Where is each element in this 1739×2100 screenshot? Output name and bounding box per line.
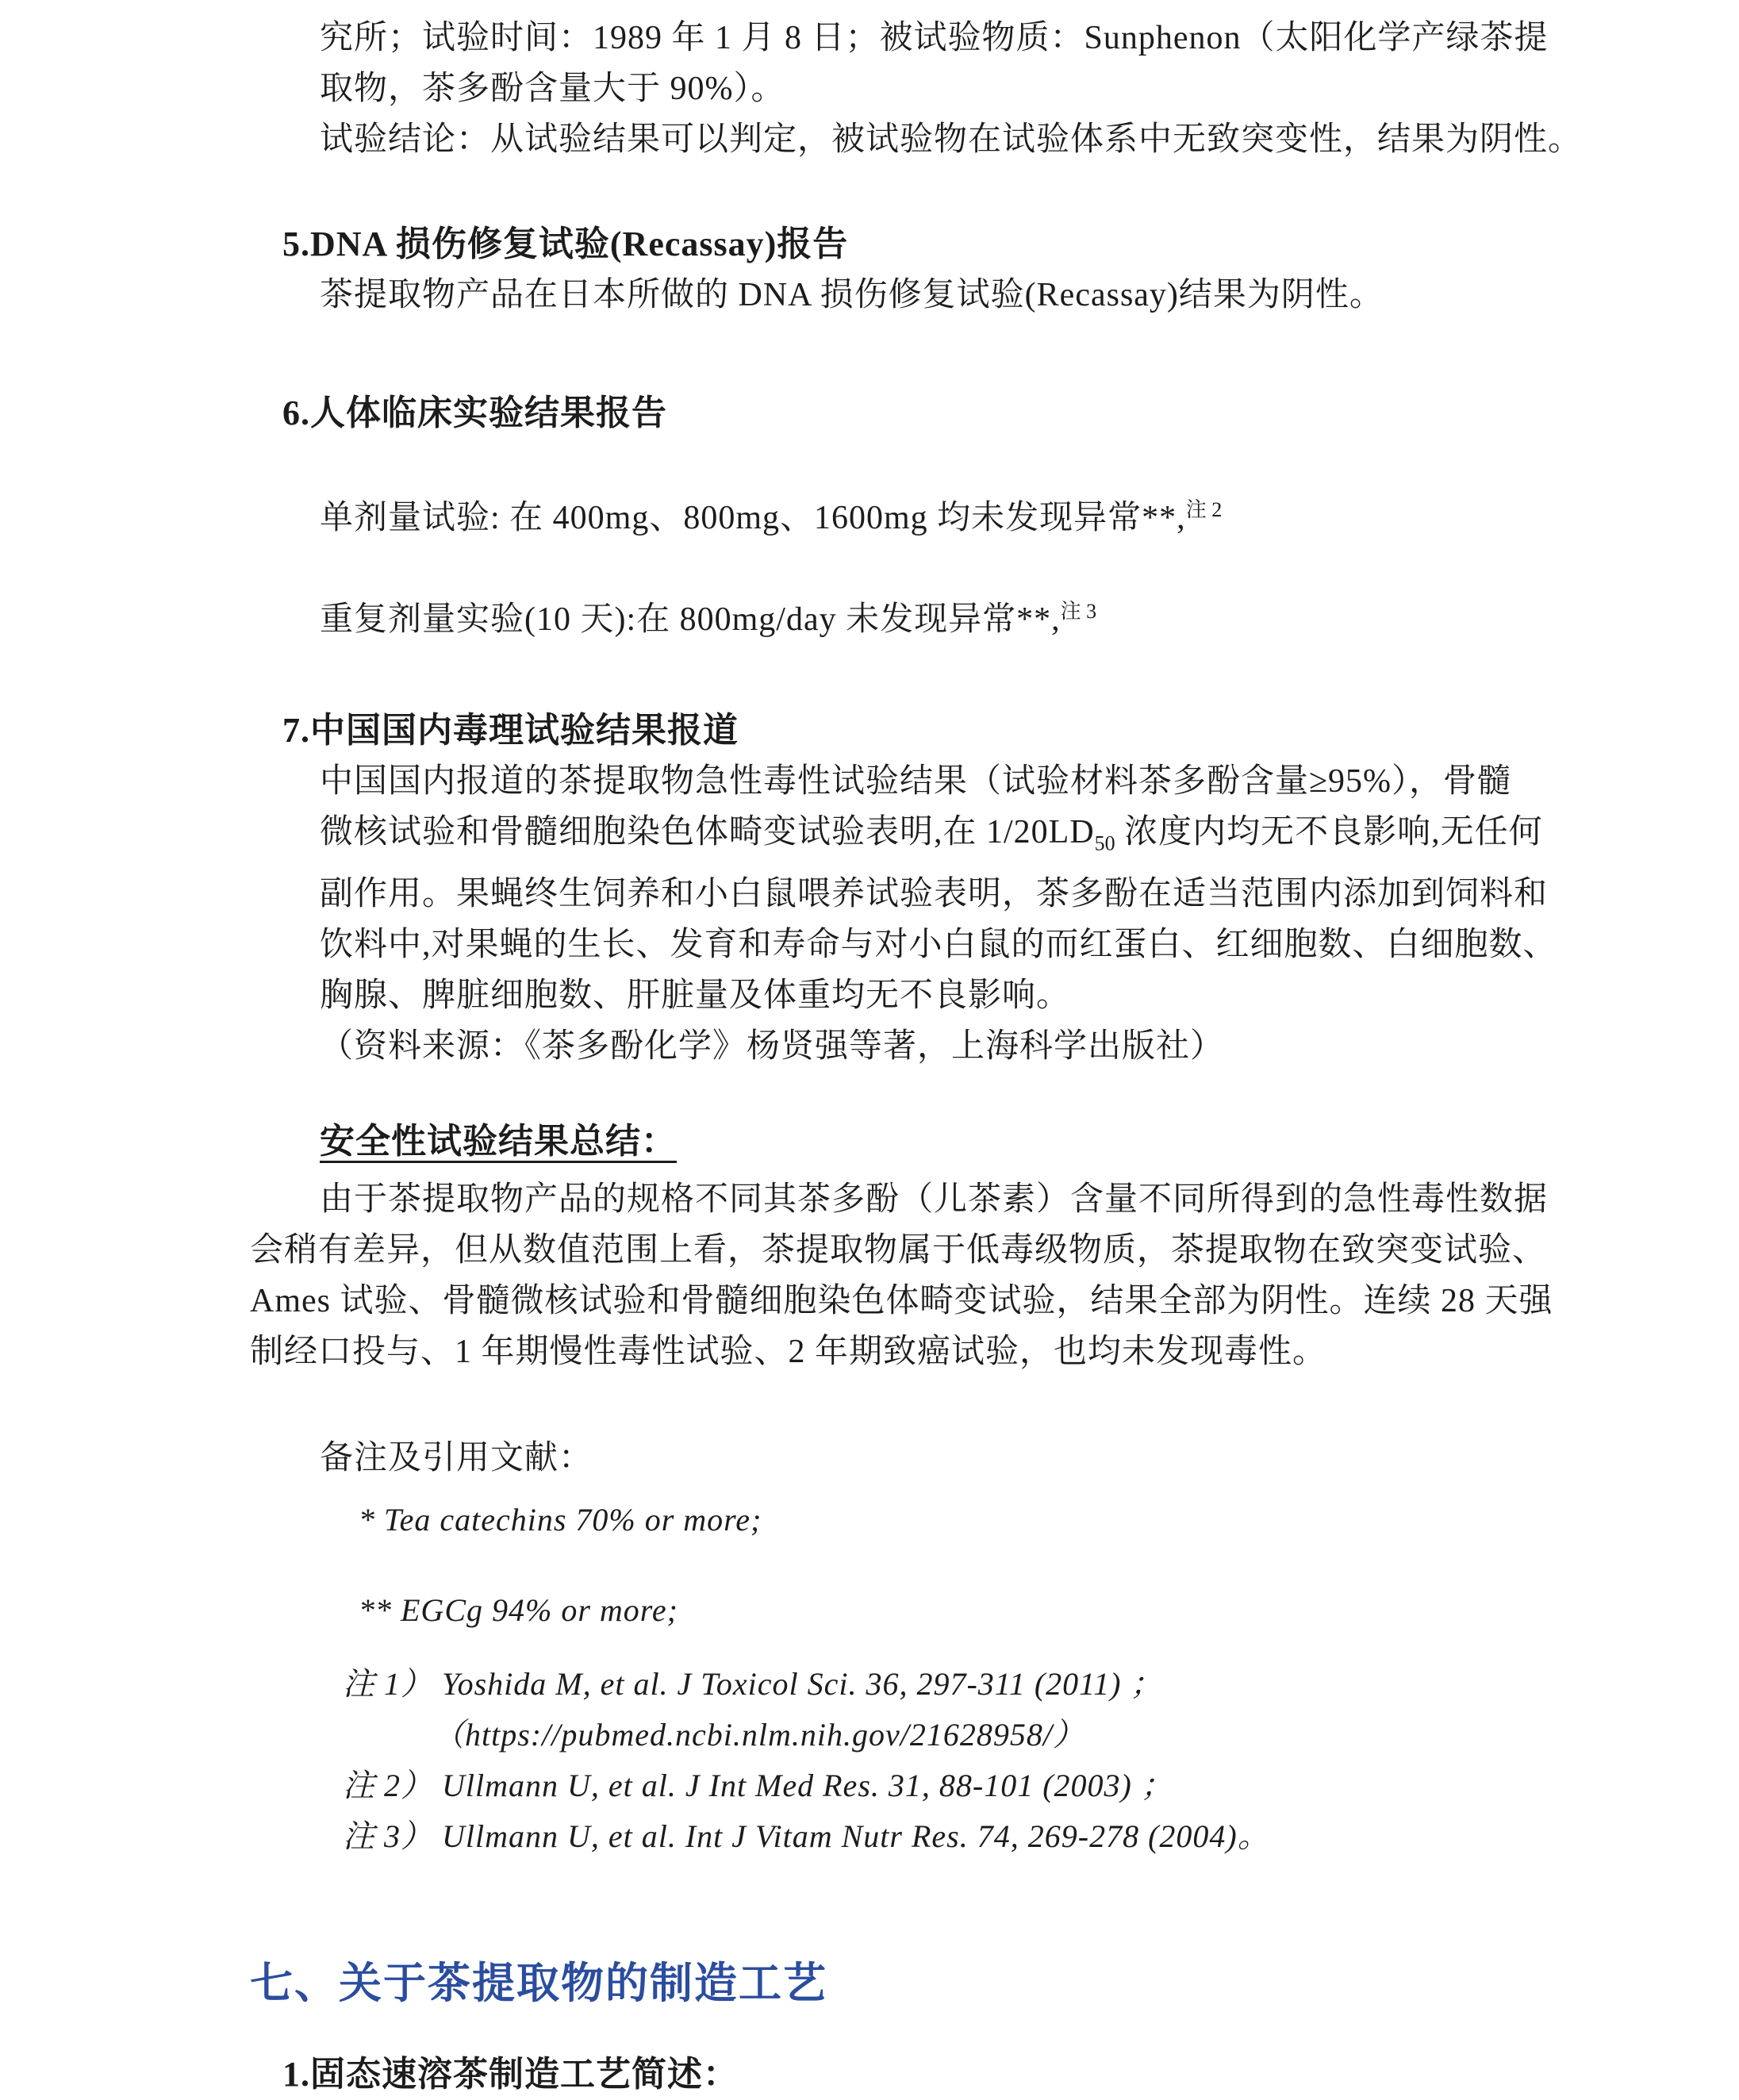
document-page	[0, 13, 1739, 2094]
note-star1: * Tea catechins 70% or more;	[359, 1502, 762, 1538]
source-citation: （资料来源：《茶多酚化学》杨贤强等著，上海科学出版社）	[320, 1028, 1225, 1065]
reference-2: 注 2） Ullmann U, et al. J Int Med Res. 31, 88-101 (2003) ；	[343, 1768, 1173, 1804]
top-paragraph-fragment	[250, 13, 1583, 165]
paragraph-line	[250, 807, 1564, 869]
ld50-subscript: 50	[1094, 831, 1115, 855]
ld50-pre: 微核试验和骨髓细胞染色体畸变试验表明,在 1/20LD	[320, 814, 1095, 850]
manufacturing-heading: 1.固态速溶茶制造工艺简述：	[282, 2055, 739, 2094]
reference-1: 注 1） Yoshida M, et al. J Toxicol Sci. 36, 297-311 (2011) ；	[343, 1666, 1163, 1703]
footnote-marker-3: 注 3	[1060, 600, 1097, 623]
paragraph-line: Ames 试验、骨髓微核试验和骨髓细胞染色体畸变试验，结果全部为阴性。连续 28 天强	[250, 1283, 1553, 1320]
section5-heading: 5.DNA 损伤修复试验(Recassay)报告	[282, 225, 849, 263]
notes-heading: 备注及引用文献：	[320, 1440, 593, 1477]
chapter7-heading: 七、关于茶提取物的制造工艺	[250, 1960, 827, 2008]
repeat-dose-text: 重复剂量实验(10 天):在 800mg/day 未发现异常**,	[320, 601, 1061, 638]
paragraph-line: 试验结论：从试验结果可以判定，被试验物在试验体系中无致突变性，结果为阴性。	[320, 121, 1583, 158]
paragraph-line: 制经口投与、1 年期慢性毒性试验、2 年期致癌试验，也均未发现毒性。	[250, 1334, 1327, 1371]
footnote-marker-2: 注 2	[1185, 498, 1223, 521]
reference-1-url: （https://pubmed.ncbi.nlm.nih.gov/21628958/）	[432, 1717, 1085, 1753]
single-dose-text: 单剂量试验: 在 400mg、800mg、1600mg 均未发现异常**,	[320, 500, 1186, 536]
single-dose-line	[250, 485, 1564, 543]
paragraph-line: 由于茶提取物产品的规格不同其茶多酚（儿茶素）含量不同所得到的急性毒性数据	[320, 1181, 1549, 1219]
paragraph-line: 会稍有差异，但从数值范围上看，茶提取物属于低毒级物质，茶提取物在致突变试验、	[250, 1232, 1547, 1269]
summary-body	[250, 1174, 1564, 1377]
summary-heading: 安全性试验结果总结：	[320, 1122, 677, 1161]
paragraph-line: 饮料中,对果蝇的生长、发育和寿命与对小白鼠的而红蛋白、红细胞数、白细胞数、	[320, 927, 1557, 964]
repeat-dose-line	[250, 586, 1564, 645]
paragraph-line: 副作用。果蝇终生饲养和小白鼠喂养试验表明，茶多酚在适当范围内添加到饲料和	[320, 876, 1549, 913]
section7-body	[250, 756, 1564, 1072]
paragraph-line: 究所；试验时间：1989 年 1 月 8 日；被试验物质：Sunphenon（太阳化学产绿茶提	[320, 20, 1549, 56]
paragraph-line: 胸腺、脾脏细胞数、肝脏量及体重均无不良影响。	[320, 977, 1071, 1015]
note-star2: ** EGCg 94% or more;	[359, 1592, 678, 1629]
section5-body: 茶提取物产品在日本所做的 DNA 损伤修复试验(Recassay)结果为阴性。	[320, 277, 1384, 313]
summary-heading-row	[250, 1116, 1564, 1168]
ld50-post: 浓度内均无不良影响,无任何	[1115, 814, 1543, 850]
reference-3: 注 3） Ullmann U, et al. Int J Vitam Nutr Res. 74, 269-278 (2004)。	[343, 1818, 1270, 1855]
paragraph-line: 中国国内报道的茶提取物急性毒性试验结果（试验材料茶多酚含量≥95%），骨髓	[320, 763, 1512, 800]
paragraph-line: 取物，茶多酚含量大于 90%）。	[320, 71, 785, 107]
section7-heading: 7.中国国内毒理试验结果报道	[282, 711, 739, 750]
section6-heading: 6.人体临床实验结果报告	[282, 394, 667, 432]
